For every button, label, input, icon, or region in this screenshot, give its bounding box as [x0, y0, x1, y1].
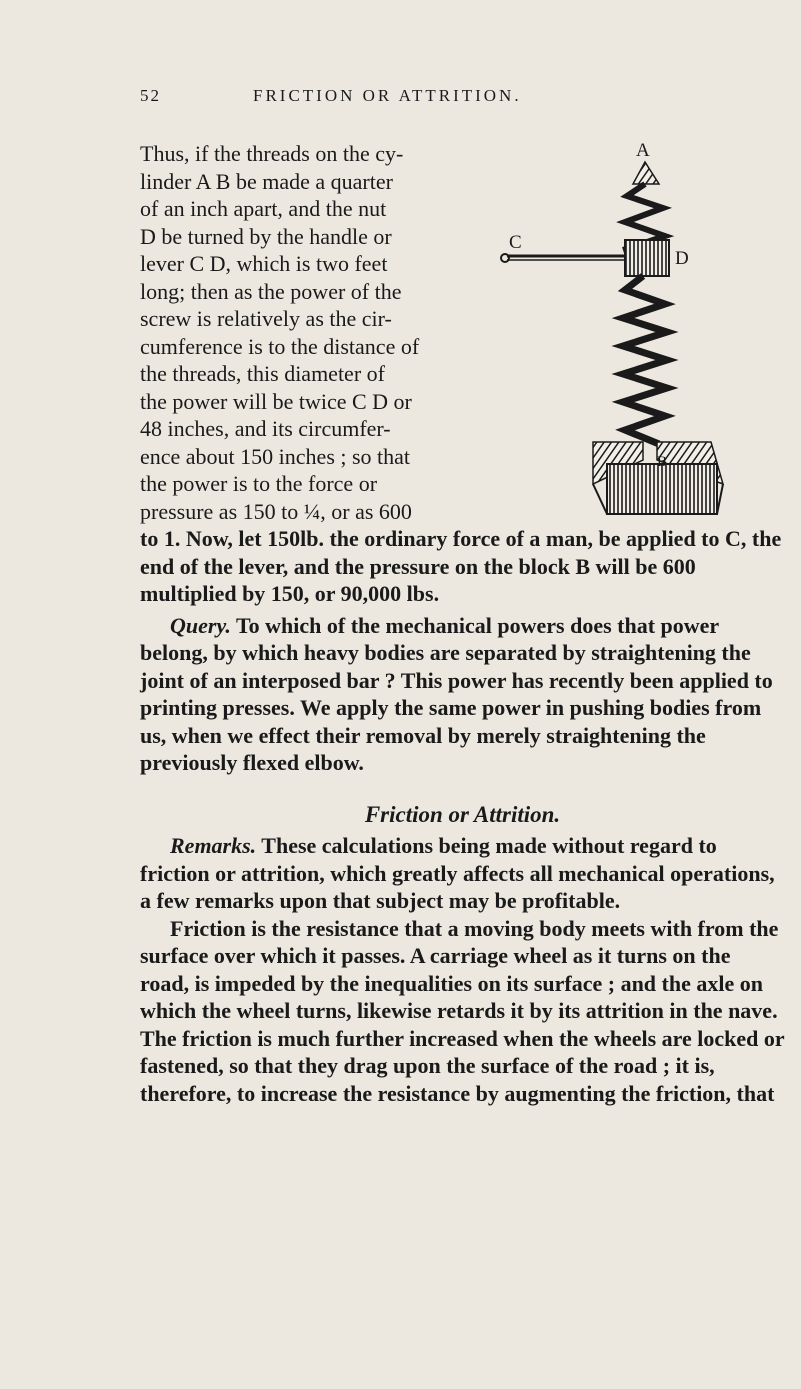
text-line: long; then as the power of the: [140, 278, 402, 304]
text-line: linder A B be made a quarter: [140, 168, 393, 194]
remarks-text: These calculations being made without regard to friction or attrition, which greatly affects all mechanical operations, a few remarks upon that subject may be profitable.: [140, 833, 775, 913]
text-line: the threads, this diameter of: [140, 361, 385, 386]
body-text: [140, 140, 785, 1107]
text-line: Thus, if the threads on the cy-: [140, 141, 404, 166]
paragraph-continuation: to 1. Now, let 150lb. the ordinary force of a man, be applied to C, the end of the lever, and the pressure on the block B will be 600 multiplied by 150, or 90,000 lbs.: [140, 526, 782, 606]
query-text: To which of the mechanical powers does that power belong, by which heavy bodies are separated by straightening the joint of an interposed bar ? This power has recently been applied to printing presses. We apply the same power in pushing bodies from us, when we effect their removal by merely straightening the previously flexed elbow.: [140, 612, 773, 775]
text-line: pressure as 150 to ¼, or as 600: [140, 498, 412, 524]
text-line: the power will be twice C D or: [140, 388, 412, 414]
figure-label-a: A: [636, 140, 650, 161]
text-line: the power is to the force or: [140, 471, 378, 496]
text-line: of an inch apart, and the nut: [140, 196, 387, 221]
figure-label-b: B: [657, 454, 668, 470]
figure-label-c: C: [509, 232, 522, 253]
text-line: screw is relatively as the cir-: [140, 306, 392, 331]
running-title: FRICTION OR ATTRITION.: [253, 86, 522, 105]
remarks-label: Remarks.: [170, 833, 257, 858]
query-paragraph: [140, 612, 785, 777]
text-line: 48 inches, and its circumfer-: [140, 416, 391, 441]
text-line: D be turned by the handle or: [140, 223, 392, 249]
friction-paragraph: Friction is the resistance that a moving body meets with from the surface over which it passes. A carriage wheel as it turns on the road, is impeded by the inequalities on its surface ; and the axle on which the wheel turns, likewise retards it by its attrition in the nave. The friction is much further increased when the wheels are locked or fastened, so that they drag upon the surface of the road ; it is, therefore, to increase the resistance by augmenting the friction, that: [140, 915, 785, 1106]
section-title: Friction or Attrition.: [364, 801, 561, 827]
figure-label-d: D: [675, 248, 689, 269]
text-line: cumference is to the distance of: [140, 333, 420, 359]
text-line: lever C D, which is two feet: [140, 251, 388, 276]
text-line: ence about 150 inches ; so that: [140, 443, 411, 469]
page-number: 52: [140, 86, 161, 105]
remarks-paragraph: [140, 832, 785, 915]
query-label: Query.: [170, 612, 231, 638]
